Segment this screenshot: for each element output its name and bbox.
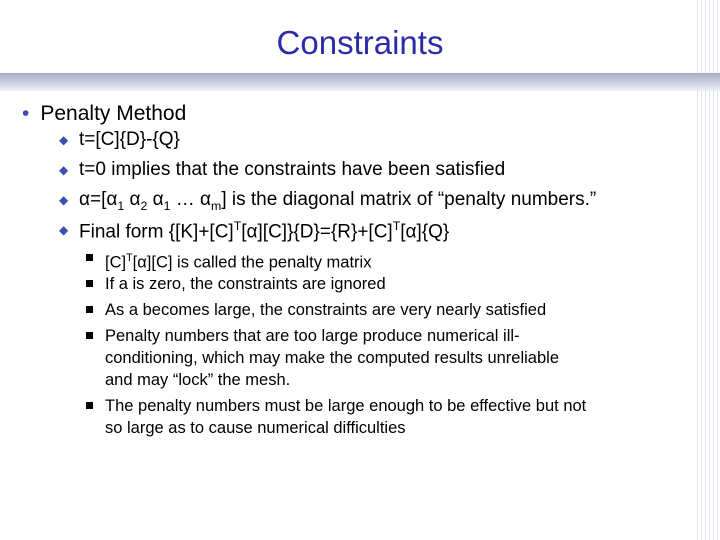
square-bullet-icon <box>86 332 93 339</box>
level1-text: Penalty Method <box>40 102 187 125</box>
diamond-bullet-icon: ◆ <box>59 133 69 147</box>
diamond-bullet-icon: ◆ <box>59 163 69 177</box>
bullet-text-3: $\alpha=[\alpha_1$ $\alpha_2$ $\alpha_1$ … $\alpha_m$] is the diagonal matrix of “penalty numbers.” <box>79 189 597 213</box>
subbullet-text-3: As a becomes large, the constraints are very nearly satisfied <box>105 301 547 319</box>
level1-item-penalty-method <box>22 102 186 126</box>
diamond-bullet-icon: ◆ <box>59 193 69 207</box>
square-bullet-icon <box>86 306 93 313</box>
diamond-bullet-icon: ◆ <box>59 223 69 237</box>
subbullet-text-2: If a is zero, the constraints are ignored <box>105 275 386 293</box>
title-underline-bar <box>0 73 720 91</box>
subbullet-text-4: Penalty numbers that are too large produce numerical ill- conditioning, which may make the computed results unreliable and may “lock” the mesh. <box>105 327 559 389</box>
bullet-text-2: t=0 implies that the constraints have been satisfied <box>79 159 506 180</box>
subbullet-text-5: The penalty numbers must be large enough to be effective but not so large as to cause numerical difficulties <box>105 397 587 437</box>
square-bullet-icon <box>86 402 93 409</box>
round-bullet-icon: • <box>22 102 30 125</box>
square-bullet-icon <box>86 280 93 287</box>
square-bullet-icon <box>86 254 93 261</box>
slide-title: Constraints <box>276 24 444 61</box>
bullet-text-4: Final form $\{[K]+[C]^T[\alpha][C]\}\{D\}=\{R\}+[C]^T[\alpha]\{Q\}$ <box>79 219 450 243</box>
bullet-text-1: t=[C]{D}-{Q} <box>79 129 180 150</box>
subbullet-text-1: $[C]^T[\alpha][C]$ is called the penalty matrix <box>105 252 372 272</box>
